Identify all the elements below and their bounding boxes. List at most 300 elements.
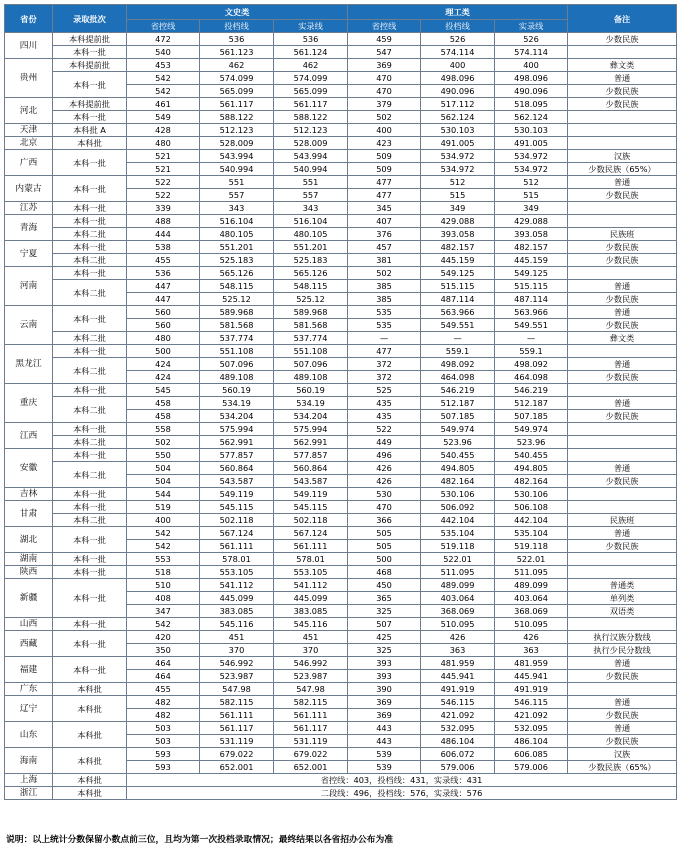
note-cell <box>568 683 677 696</box>
note-cell: 普通 <box>568 306 677 319</box>
table-row <box>5 202 677 215</box>
batch-cell: 本科二批 <box>53 358 127 384</box>
science-filing-score: 393.058 <box>421 228 495 241</box>
arts-admit-score: 575.994 <box>274 423 348 436</box>
arts-filing-score: 551.108 <box>200 345 274 358</box>
note-cell <box>568 566 677 579</box>
arts-control-score: 510 <box>127 579 200 592</box>
science-control-score: 369 <box>348 709 421 722</box>
batch-cell: 本科提前批 <box>53 59 127 72</box>
science-filing-score: 559.1 <box>421 345 495 358</box>
science-admit-score: 429.088 <box>495 215 568 228</box>
science-admit-score: 498.092 <box>495 358 568 371</box>
science-admit-score: 489.099 <box>495 579 568 592</box>
table-row <box>5 46 677 59</box>
arts-control-score: 458 <box>127 397 200 410</box>
arts-control-score: 482 <box>127 709 200 722</box>
science-control-score: 502 <box>348 111 421 124</box>
arts-control-score: 521 <box>127 150 200 163</box>
batch-cell: 本科二批 <box>53 397 127 423</box>
arts-admit-score: 560.864 <box>274 462 348 475</box>
batch-cell: 本科批 <box>53 722 127 748</box>
batch-cell: 本科一批 <box>53 631 127 657</box>
science-control-score: 535 <box>348 306 421 319</box>
arts-admit-score: 543.994 <box>274 150 348 163</box>
batch-cell: 本科一批 <box>53 501 127 514</box>
arts-control-score: 453 <box>127 59 200 72</box>
arts-filing-score: 536 <box>200 33 274 46</box>
table-row <box>5 436 677 449</box>
note-cell: 少数民族（65%） <box>568 761 677 774</box>
note-cell: 汉族 <box>568 150 677 163</box>
arts-filing-score: 547.98 <box>200 683 274 696</box>
note-cell <box>568 345 677 358</box>
note-cell: 少数民族 <box>568 254 677 267</box>
table-row <box>5 449 677 462</box>
arts-control-score: 455 <box>127 683 200 696</box>
science-control-score: 376 <box>348 228 421 241</box>
arts-filing-score: 679.022 <box>200 748 274 761</box>
province-cell: 吉林 <box>5 488 53 501</box>
science-control-score: 443 <box>348 722 421 735</box>
arts-admit-score: 553.105 <box>274 566 348 579</box>
batch-cell: 本科批 <box>53 696 127 722</box>
batch-cell: 本科提前批 <box>53 98 127 111</box>
batch-cell: 本科二批 <box>53 436 127 449</box>
arts-filing-score: 451 <box>200 631 274 644</box>
science-filing-score: 512.187 <box>421 397 495 410</box>
note-cell <box>568 436 677 449</box>
arts-control-score: 428 <box>127 124 200 137</box>
arts-filing-score: 574.099 <box>200 72 274 85</box>
science-filing-score: 487.114 <box>421 293 495 306</box>
batch-cell: 本科一批 <box>53 111 127 124</box>
note-cell <box>568 137 677 150</box>
note-cell: 少数民族 <box>568 241 677 254</box>
science-control-score: 507 <box>348 618 421 631</box>
science-admit-score: 559.1 <box>495 345 568 358</box>
batch-cell: 本科一批 <box>53 579 127 618</box>
arts-admit-score: 545.116 <box>274 618 348 631</box>
table-row <box>5 124 677 137</box>
province-cell: 河北 <box>5 98 53 124</box>
province-cell: 山西 <box>5 618 53 631</box>
arts-control-score: 550 <box>127 449 200 462</box>
science-filing-score: 606.072 <box>421 748 495 761</box>
batch-cell: 本科一批 <box>53 527 127 553</box>
table-row <box>5 33 677 46</box>
batch-cell: 本科批 <box>53 748 127 774</box>
science-filing-score: 349 <box>421 202 495 215</box>
science-control-score: 505 <box>348 527 421 540</box>
table-row <box>5 787 677 800</box>
province-cell: 江西 <box>5 423 53 449</box>
arts-control-score: 424 <box>127 358 200 371</box>
science-control-score: 390 <box>348 683 421 696</box>
arts-control-score: 480 <box>127 332 200 345</box>
science-filing-score: 515 <box>421 189 495 202</box>
arts-admit-score: 561.117 <box>274 722 348 735</box>
table-row <box>5 267 677 280</box>
arts-filing-score: 577.857 <box>200 449 274 462</box>
science-control-score: — <box>348 332 421 345</box>
arts-control-score: 542 <box>127 527 200 540</box>
note-cell <box>568 111 677 124</box>
arts-control-score: 521 <box>127 163 200 176</box>
province-cell: 贵州 <box>5 59 53 98</box>
province-cell: 广东 <box>5 683 53 696</box>
arts-filing-score: 540.994 <box>200 163 274 176</box>
table-header <box>5 5 677 33</box>
arts-admit-score: 652.001 <box>274 761 348 774</box>
arts-admit-score: 581.568 <box>274 319 348 332</box>
note-cell <box>568 46 677 59</box>
arts-admit-score: 525.12 <box>274 293 348 306</box>
arts-admit-score: 557 <box>274 189 348 202</box>
science-filing-score: 549.974 <box>421 423 495 436</box>
arts-filing-score: 528.009 <box>200 137 274 150</box>
arts-control-score: 400 <box>127 514 200 527</box>
table-row <box>5 137 677 150</box>
table-row <box>5 618 677 631</box>
batch-cell: 本科一批 <box>53 566 127 579</box>
merged-score-cell: 二段线：496，投档线：576，实录线：576 <box>127 787 677 800</box>
note-cell <box>568 618 677 631</box>
science-filing-score: 464.098 <box>421 371 495 384</box>
arts-filing-score: 537.774 <box>200 332 274 345</box>
science-control-score: 522 <box>348 423 421 436</box>
note-cell: 普通 <box>568 397 677 410</box>
table-row <box>5 553 677 566</box>
note-cell <box>568 202 677 215</box>
arts-filing-score: 531.119 <box>200 735 274 748</box>
arts-filing-score: 560.19 <box>200 384 274 397</box>
science-control-score: 509 <box>348 163 421 176</box>
arts-filing-score: 578.01 <box>200 553 274 566</box>
arts-admit-score: 516.104 <box>274 215 348 228</box>
science-admit-score: 482.157 <box>495 241 568 254</box>
science-admit-score: 549.125 <box>495 267 568 280</box>
science-control-score: 457 <box>348 241 421 254</box>
arts-admit-score: 534.19 <box>274 397 348 410</box>
science-filing-score: 403.064 <box>421 592 495 605</box>
admission-score-table <box>4 4 677 800</box>
science-admit-score: — <box>495 332 568 345</box>
science-control-score: 407 <box>348 215 421 228</box>
table-row <box>5 501 677 514</box>
science-admit-score: 506.108 <box>495 501 568 514</box>
arts-control-score: 518 <box>127 566 200 579</box>
province-cell: 重庆 <box>5 384 53 423</box>
arts-filing-score: 589.968 <box>200 306 274 319</box>
arts-filing-score: 462 <box>200 59 274 72</box>
science-admit-score: 368.069 <box>495 605 568 618</box>
arts-admit-score: 536 <box>274 33 348 46</box>
science-control-score: 477 <box>348 345 421 358</box>
arts-filing-score: 534.19 <box>200 397 274 410</box>
science-filing-score: 526 <box>421 33 495 46</box>
science-admit-score: 526 <box>495 33 568 46</box>
science-admit-score: 491.919 <box>495 683 568 696</box>
science-admit-score: 515 <box>495 189 568 202</box>
science-admit-score: 534.972 <box>495 163 568 176</box>
arts-control-score: 502 <box>127 436 200 449</box>
province-cell: 天津 <box>5 124 53 137</box>
note-cell: 少数民族 <box>568 293 677 306</box>
arts-control-score: 560 <box>127 306 200 319</box>
arts-control-score: 542 <box>127 540 200 553</box>
note-cell: 少数民族 <box>568 410 677 423</box>
science-control-score: 345 <box>348 202 421 215</box>
arts-admit-score: 567.124 <box>274 527 348 540</box>
science-control-score: 385 <box>348 293 421 306</box>
header-row-1 <box>5 5 677 20</box>
science-admit-score: 403.064 <box>495 592 568 605</box>
science-control-score: 393 <box>348 657 421 670</box>
science-admit-score: 532.095 <box>495 722 568 735</box>
note-cell: 单列类 <box>568 592 677 605</box>
note-cell: 普通 <box>568 462 677 475</box>
science-admit-score: 579.006 <box>495 761 568 774</box>
arts-admit-score: 547.98 <box>274 683 348 696</box>
table-body <box>5 33 677 800</box>
science-admit-score: 400 <box>495 59 568 72</box>
science-control-score: 435 <box>348 410 421 423</box>
table-row <box>5 280 677 293</box>
science-filing-score: 506.092 <box>421 501 495 514</box>
province-cell: 内蒙古 <box>5 176 53 202</box>
arts-filing-score: 445.099 <box>200 592 274 605</box>
science-admit-score: 445.159 <box>495 254 568 267</box>
province-cell: 陕西 <box>5 566 53 579</box>
arts-control-score: 464 <box>127 670 200 683</box>
arts-control-score: 593 <box>127 761 200 774</box>
province-cell: 上海 <box>5 774 53 787</box>
arts-admit-score: 370 <box>274 644 348 657</box>
arts-admit-score: 480.105 <box>274 228 348 241</box>
arts-filing-score: 561.117 <box>200 722 274 735</box>
arts-admit-score: 588.122 <box>274 111 348 124</box>
note-cell: 普通 <box>568 358 677 371</box>
subheader-arts-control: 省控线 <box>127 20 200 33</box>
arts-admit-score: 531.119 <box>274 735 348 748</box>
arts-filing-score: 560.864 <box>200 462 274 475</box>
batch-cell: 本科二批 <box>53 332 127 345</box>
science-admit-score: 512.187 <box>495 397 568 410</box>
science-control-score: 435 <box>348 397 421 410</box>
batch-cell: 本科提前批 <box>53 33 127 46</box>
table-row <box>5 176 677 189</box>
note-cell: 民族班 <box>568 228 677 241</box>
province-cell: 河南 <box>5 267 53 306</box>
arts-control-score: 447 <box>127 293 200 306</box>
arts-control-score: 444 <box>127 228 200 241</box>
note-cell: 少数民族 <box>568 709 677 722</box>
table-row <box>5 384 677 397</box>
arts-filing-score: 582.115 <box>200 696 274 709</box>
science-filing-score: 482.157 <box>421 241 495 254</box>
arts-control-score: 464 <box>127 657 200 670</box>
province-cell: 北京 <box>5 137 53 150</box>
science-filing-score: 421.092 <box>421 709 495 722</box>
science-admit-score: 522.01 <box>495 553 568 566</box>
science-filing-score: 490.096 <box>421 85 495 98</box>
arts-admit-score: 565.126 <box>274 267 348 280</box>
science-admit-score: 490.096 <box>495 85 568 98</box>
arts-control-score: 408 <box>127 592 200 605</box>
province-cell: 四川 <box>5 33 53 59</box>
arts-admit-score: 561.111 <box>274 709 348 722</box>
science-control-score: 500 <box>348 553 421 566</box>
science-filing-score: 445.159 <box>421 254 495 267</box>
science-filing-score: 579.006 <box>421 761 495 774</box>
province-cell: 江苏 <box>5 202 53 215</box>
science-control-score: 325 <box>348 605 421 618</box>
arts-admit-score: 551.201 <box>274 241 348 254</box>
arts-control-score: 542 <box>127 72 200 85</box>
subheader-arts-filing: 投档线 <box>200 20 274 33</box>
science-admit-score: 540.455 <box>495 449 568 462</box>
science-control-score: 509 <box>348 150 421 163</box>
arts-filing-score: 480.105 <box>200 228 274 241</box>
batch-cell: 本科一批 <box>53 449 127 462</box>
col-header-science: 理工类 <box>348 5 568 20</box>
science-admit-score: 494.805 <box>495 462 568 475</box>
note-cell: 执行汉族分数线 <box>568 631 677 644</box>
arts-filing-score: 525.183 <box>200 254 274 267</box>
science-control-score: 459 <box>348 33 421 46</box>
science-control-score: 426 <box>348 475 421 488</box>
arts-control-score: 593 <box>127 748 200 761</box>
subheader-arts-admit: 实录线 <box>274 20 348 33</box>
table-row <box>5 722 677 735</box>
arts-filing-score: 546.992 <box>200 657 274 670</box>
science-admit-score: 426 <box>495 631 568 644</box>
arts-admit-score: 546.992 <box>274 657 348 670</box>
arts-control-score: 503 <box>127 722 200 735</box>
science-control-score: 366 <box>348 514 421 527</box>
arts-admit-score: 525.183 <box>274 254 348 267</box>
science-admit-score: 549.974 <box>495 423 568 436</box>
science-filing-score: 522.01 <box>421 553 495 566</box>
science-admit-score: 546.219 <box>495 384 568 397</box>
note-cell <box>568 423 677 436</box>
note-cell: 普通 <box>568 696 677 709</box>
science-control-score: 369 <box>348 59 421 72</box>
arts-filing-score: 561.117 <box>200 98 274 111</box>
science-admit-score: 518.095 <box>495 98 568 111</box>
table-row <box>5 657 677 670</box>
province-cell: 云南 <box>5 306 53 345</box>
note-cell: 双语类 <box>568 605 677 618</box>
batch-cell: 本科批 <box>53 137 127 150</box>
science-filing-score: 515.115 <box>421 280 495 293</box>
arts-filing-score: 561.111 <box>200 540 274 553</box>
arts-admit-score: 545.115 <box>274 501 348 514</box>
science-admit-score: 442.104 <box>495 514 568 527</box>
province-cell: 广西 <box>5 150 53 176</box>
table-row <box>5 59 677 72</box>
science-control-score: 425 <box>348 631 421 644</box>
note-cell: 普通类 <box>568 579 677 592</box>
note-cell: 民族班 <box>568 514 677 527</box>
batch-cell: 本科一批 <box>53 345 127 358</box>
arts-control-score: 558 <box>127 423 200 436</box>
science-filing-score: 494.805 <box>421 462 495 475</box>
science-control-score: 535 <box>348 319 421 332</box>
table-row <box>5 215 677 228</box>
table-row <box>5 241 677 254</box>
arts-admit-score: 523.987 <box>274 670 348 683</box>
arts-filing-score: 551 <box>200 176 274 189</box>
science-control-score: 369 <box>348 696 421 709</box>
science-admit-score: 546.115 <box>495 696 568 709</box>
province-cell: 湖南 <box>5 553 53 566</box>
table-row <box>5 150 677 163</box>
science-admit-score: 498.096 <box>495 72 568 85</box>
batch-cell: 本科一批 <box>53 215 127 228</box>
science-control-score: 426 <box>348 462 421 475</box>
science-control-score: 372 <box>348 371 421 384</box>
batch-cell: 本科一批 <box>53 202 127 215</box>
arts-admit-score: 561.117 <box>274 98 348 111</box>
note-cell: 执行少民分数线 <box>568 644 677 657</box>
science-control-score: 539 <box>348 748 421 761</box>
table-row <box>5 566 677 579</box>
note-cell <box>568 501 677 514</box>
table-row <box>5 423 677 436</box>
note-cell: 少数民族（65%） <box>568 163 677 176</box>
science-admit-score: 363 <box>495 644 568 657</box>
batch-cell: 本科一批 <box>53 423 127 436</box>
arts-admit-score: 548.115 <box>274 280 348 293</box>
arts-admit-score: 462 <box>274 59 348 72</box>
science-admit-score: 519.118 <box>495 540 568 553</box>
batch-cell: 本科一批 <box>53 488 127 501</box>
note-cell: 少数民族 <box>568 371 677 384</box>
note-cell: 少数民族 <box>568 85 677 98</box>
arts-admit-score: 502.118 <box>274 514 348 527</box>
col-header-province: 省份 <box>5 5 53 33</box>
science-control-score: 423 <box>348 137 421 150</box>
arts-control-score: 522 <box>127 176 200 189</box>
note-cell: 普通 <box>568 657 677 670</box>
arts-control-score: 472 <box>127 33 200 46</box>
arts-control-score: 522 <box>127 189 200 202</box>
batch-cell: 本科二批 <box>53 254 127 267</box>
arts-admit-score: 534.204 <box>274 410 348 423</box>
batch-cell: 本科一批 <box>53 267 127 280</box>
batch-cell: 本科一批 <box>53 150 127 176</box>
arts-control-score: 500 <box>127 345 200 358</box>
science-filing-score: 491.005 <box>421 137 495 150</box>
col-header-note: 备注 <box>568 5 677 33</box>
science-filing-score: 426 <box>421 631 495 644</box>
science-filing-score: 482.164 <box>421 475 495 488</box>
arts-filing-score: 489.108 <box>200 371 274 384</box>
science-control-score: 449 <box>348 436 421 449</box>
arts-filing-score: 581.568 <box>200 319 274 332</box>
arts-control-score: 538 <box>127 241 200 254</box>
col-header-batch: 录取批次 <box>53 5 127 33</box>
science-filing-score: 498.096 <box>421 72 495 85</box>
arts-control-score: 549 <box>127 111 200 124</box>
science-admit-score: 486.104 <box>495 735 568 748</box>
arts-control-score: 545 <box>127 384 200 397</box>
science-filing-score: 549.125 <box>421 267 495 280</box>
arts-admit-score: 679.022 <box>274 748 348 761</box>
science-admit-score: 482.164 <box>495 475 568 488</box>
